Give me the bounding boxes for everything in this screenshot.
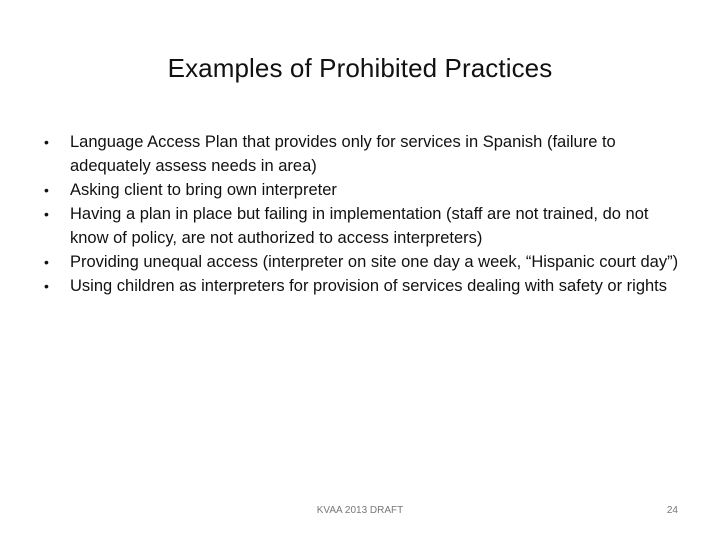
bullet-marker: • bbox=[44, 254, 49, 270]
bullet-text: Using children as interpreters for provision of services dealing with safety or rights bbox=[70, 277, 668, 295]
bullet-text: Language Access Plan that provides only for services in Spanish (failure to adequately assess needs in area) bbox=[70, 133, 616, 175]
bullet-text: Having a plan in place but failing in implementation (staff are not trained, do not know of policy, are not authorized to access interpreters) bbox=[70, 205, 649, 247]
bullet-item bbox=[44, 250, 684, 274]
bullet-item bbox=[44, 130, 684, 178]
bullet-text: Providing unequal access (interpreter on site one day a week, “Hispanic court day”) bbox=[70, 253, 679, 271]
bullet-marker: • bbox=[44, 182, 49, 198]
page-number: 24 bbox=[666, 505, 678, 516]
bullet-item bbox=[44, 178, 684, 202]
bullet-marker: • bbox=[44, 134, 49, 150]
slide-footer: KVAA 2013 DRAFT bbox=[316, 505, 404, 516]
bullet-item bbox=[44, 274, 684, 298]
bullet-marker: • bbox=[44, 206, 49, 222]
bullet-list bbox=[44, 130, 684, 298]
bullet-marker: • bbox=[44, 278, 49, 294]
slide-title: Examples of Prohibited Practices bbox=[167, 53, 553, 83]
bullet-text: Asking client to bring own interpreter bbox=[70, 181, 337, 199]
bullet-item bbox=[44, 202, 684, 250]
